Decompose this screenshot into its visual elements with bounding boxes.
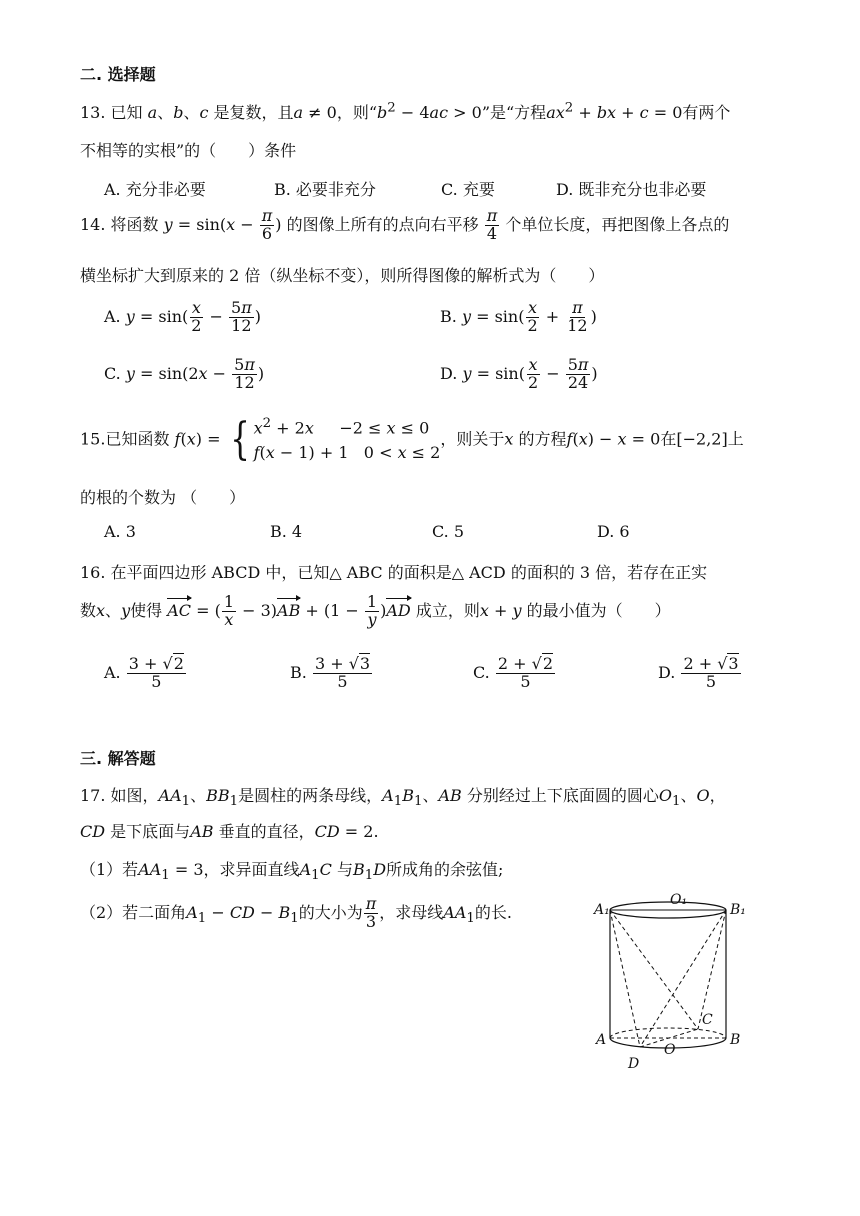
q16-option-b: B. $\frac{3 + √3}{5}$ (290, 654, 371, 691)
q14-option-b: B. y = sin( $\frac{x}{2}$ + $\frac{\pi}{12}$ ) (440, 298, 597, 335)
q16-line2: 数x、y使得 AC = ( $\frac{1}{x}$ − 3)AB + (1 − $\frac{1}{y}$ )AD 成立，则x + y 的最小值为（ ） (80, 592, 671, 629)
q13-option-c: C. 充要 (441, 180, 495, 199)
q13-option-d: D. 既非充分也非必要 (556, 180, 707, 199)
q13-line2: 不相等的实根”的（ ）条件 (80, 141, 297, 160)
label-b: B (730, 1032, 741, 1048)
label-c: C (702, 1012, 713, 1028)
q13-line1: 13. 已知 a、b、c 是复数，且a ≠ 0，则“$b^2 - 4ac > 0$”是“方程$ax^2$ + bx + c = 0有两个 (80, 100, 731, 122)
segment-b1d (640, 910, 726, 1047)
label-d: D (628, 1056, 640, 1072)
q15-line2: 的根的个数为 （ ） (80, 488, 246, 507)
q14-line2: 横坐标扩大到原来的 2 倍（纵坐标不变），则所得图像的解析式为（ ） (80, 266, 605, 285)
q16-line1: 16. 在平面四边形 ABCD 中，已知△ ABC 的面积是△ ACD 的面积的 3 倍，若存在正实 (80, 563, 708, 582)
q14-option-c: C. y = sin(2x − $\frac{5\pi}{12}$ ) (104, 355, 265, 392)
q14-option-d: D. y = sin( $\frac{x}{2}$ − $\frac{5\pi}{24}$ ) (440, 355, 598, 392)
bottom-base-back (610, 1028, 726, 1038)
label-o: O (664, 1042, 676, 1058)
q13-option-a: A. 充分非必要 (104, 180, 206, 199)
q15-option-b: B. 4 (270, 522, 303, 541)
label-b1: B₁ (730, 902, 746, 918)
q17-line2: CD 是下底面与AB 垂直的直径，CD = 2. (80, 822, 379, 841)
segment-a1c (610, 910, 698, 1029)
q16-option-c: C. $\frac{2 + √2}{5}$ (473, 654, 553, 691)
q15-line1: 15.已知函数 f(x) = { $x^2 + 2x$ −2 ≤ x ≤ 0 f(x − 1) + 1 0 < x ≤ 2 ，则关于x 的方程f(x) − x = 0在[−2,2]上 (80, 413, 744, 465)
q15-option-c: C. 5 (432, 522, 465, 541)
q17-part1: （1）若$AA_1 = 3$，求异面直线$A_1C$ 与$B_1D$所成角的余弦值; (80, 860, 504, 884)
q16-option-d: D. $\frac{2 + √3}{5}$ (658, 654, 739, 691)
q15-option-a: A. 3 (104, 522, 136, 541)
segment-a1d (610, 910, 640, 1047)
q14-line1: 14. 将函数 y = sin(x − $\frac{\pi}{6}$ ) 的图像上所有的点向右平移 $\frac{\pi}{4}$ 个单位长度，再把图像上各点的 (80, 206, 730, 243)
q13-option-b: B. 必要非充分 (274, 180, 376, 199)
q17-line1: 17. 如图，$AA_1$、$BB_1$是圆柱的两条母线，$A_1B_1$、AB 分别经过上下底面圆的圆心$O_1$、O， (80, 786, 726, 810)
q17-part2: （2）若二面角$A_1$ − CD − $B_1$的大小为 $\frac{\pi}{3}$ ，求母线$AA_1$的长. (80, 894, 512, 931)
q15-option-d: D. 6 (597, 522, 630, 541)
q14-option-a: A. y = sin( $\frac{x}{2}$ − $\frac{5\pi}{12}$ ) (104, 298, 261, 335)
q16-option-a: A. $\frac{3 + √2}{5}$ (104, 654, 184, 691)
section-heading-choice: 二. 选择题 (80, 65, 156, 84)
label-a: A (596, 1032, 607, 1048)
label-a1: A₁ (594, 902, 610, 918)
cylinder-figure (590, 890, 760, 1080)
label-o1: O₁ (670, 892, 688, 908)
section-heading-solutions: 三. 解答题 (80, 749, 156, 768)
